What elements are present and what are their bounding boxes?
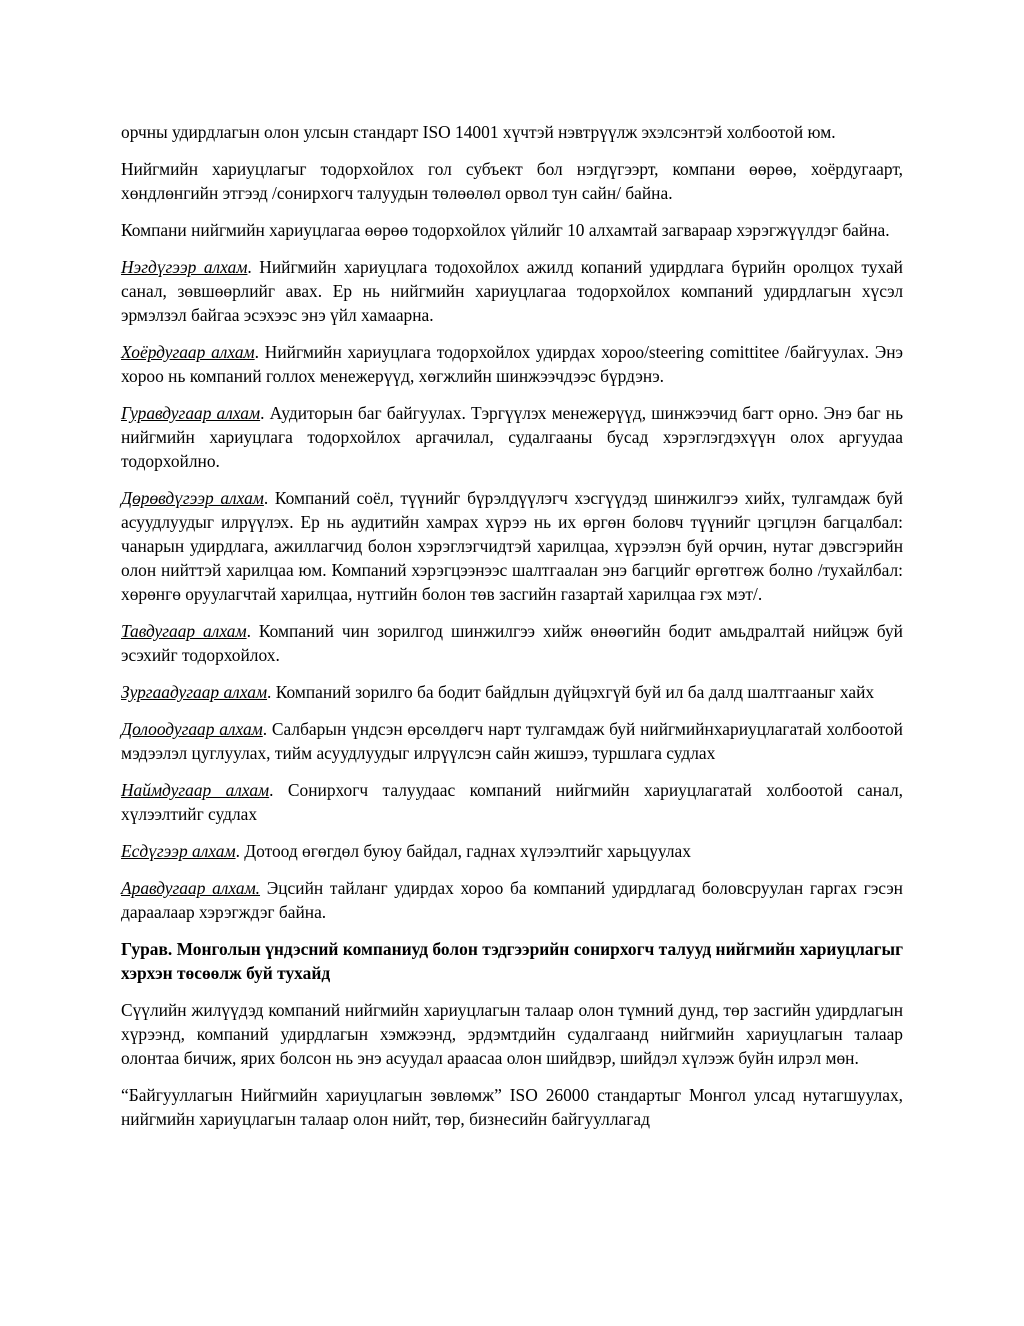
step-text: . Салбарын үндсэн өрсөлдөгч нарт тулгамдаж буй нийгмийнхариуцлагатай холбоотой мэдээлэл цуглуулах, тийм асуудлуудыг илрүүлсэн сайн жишээ, туршлага судлах <box>121 719 903 763</box>
step-10-paragraph <box>121 876 903 924</box>
step-text: . Аудиторын баг байгуулах. Тэргүүлэх менежерүүд, шинжээчид багт орно. Энэ баг нь нийгмийн хариуцлага тодорхойлох аргачилал, судалгааны бусад хэрэглэгдэхүүн олох аргуудаа тодорхойлно. <box>121 403 903 471</box>
paragraph-text: орчны удирдлагын олон улсын стандарт ISO 14001 хүчтэй нэвтрүүлж эхэлсэнтэй холбоотой юм. <box>121 122 836 142</box>
step-1-paragraph <box>121 255 903 327</box>
step-label: Дөрөвдүгээр алхам <box>121 488 264 508</box>
step-label: Нэгдүгээр алхам <box>121 257 248 277</box>
step-text: . Компаний чин зорилгод шинжилгээ хийж өнөөгийн бодит амьдралтай нийцэж буй эсэхийг тодорхойлох. <box>121 621 903 665</box>
step-label: Зургаадугаар алхам <box>121 682 268 702</box>
paragraph-intro-3 <box>121 218 903 242</box>
paragraph-section-2 <box>121 1083 903 1131</box>
step-text: . Компаний зорилго ба бодит байдлын дүйцэхгүй буй ил ба далд шалтгааныг хайх <box>267 682 875 702</box>
section-heading <box>121 937 903 985</box>
step-label: Есдүгээр алхам <box>121 841 236 861</box>
step-9-paragraph <box>121 839 903 863</box>
heading-text: Гурав. Монголын үндэсний компаниуд болон тэдгээрийн сонирхогч талууд нийгмийн хариуцлагыг хэрхэн төсөөлж буй тухайд <box>121 939 903 983</box>
step-label: Гуравдугаар алхам <box>121 403 261 423</box>
step-2-paragraph <box>121 340 903 388</box>
paragraph-text: Сүүлийн жилүүдэд компаний нийгмийн хариуцлагын талаар олон түмний дунд, төр засгийн удирдлагын хүрээнд, компаний удирдлагын хэмжээнд, эрдэмтдийн судалгаанд нийгмийн хариуцлагын талаар олонтаа бичиж, ярих болсон нь энэ асуудал араасаа олон шийдвэр, шийдэл хүлээж буйн илрэл мөн. <box>121 1000 903 1068</box>
document-body <box>121 120 903 1144</box>
step-3-paragraph <box>121 401 903 473</box>
step-8-paragraph <box>121 778 903 826</box>
step-text: . Дотоод өгөгдөл буюу байдал, гаднах хүлээлтийг харьцуулах <box>235 841 691 861</box>
step-text: . Сонирхогч талуудаас компаний нийгмийн хариуцлагатай холбоотой санал, хүлээлтийг судлах <box>121 780 903 824</box>
paragraph-intro-1 <box>121 120 903 144</box>
step-text: . Нийгмийн хариуцлага тодохойлох ажилд копаний удирдлага бүрийн оролцох тухай санал, зөвшөөрлийг авах. Ер нь нийгмийн хариуцлагаа тодорхойлох компаний удирдлагын хүсэл эрмэлзэл байгаа эсэхээс энэ үйл хамаарна. <box>121 257 903 325</box>
step-text: . Компаний соёл, түүнийг бүрэлдүүлэгч хэсгүүдэд шинжилгээ хийх, тулгамдаж буй асуудлуудыг илрүүлэх. Ер нь аудитийн хамрах хүрээ нь их өргөн боловч түүнийг цэгцлэн багцалбал: чанарын удирдлага, ажиллагчид болон хэрэглэгчидтэй харилцаа, хүрээлэн буй орчин, нутаг дэвсгэрийн олон нийттэй харилцаа юм. Компаний хэрэгцээнээс шалтгаалан энэ багцийг өргөтгөж болно /тухайлбал: хөрөнгө оруулагчтай харилцаа, нутгийн болон төв засгийн газартай харилцаа гэх мэт/. <box>121 488 903 604</box>
paragraph-text: Компани нийгмийн хариуцлагаа өөрөө тодорхойлох үйлийг 10 алхамтай загвараар хэрэгжүүлдэг байна. <box>121 220 890 240</box>
paragraph-intro-2 <box>121 157 903 205</box>
paragraph-text: Нийгмийн хариуцлагыг тодорхойлох гол субъект бол нэгдүгээрт, компани өөрөө, хоёрдугаарт, хөндлөнгийн этгээд /сонирхогч талуудын төлөөлөл орвол тун сайн/ байна. <box>121 159 903 203</box>
step-7-paragraph <box>121 717 903 765</box>
step-label: Хоёрдугаар алхам <box>121 342 255 362</box>
step-label: Долоодугаар алхам <box>121 719 263 739</box>
step-label: Аравдугаар алхам. <box>121 878 261 898</box>
step-4-paragraph <box>121 486 903 606</box>
step-text: . Нийгмийн хариуцлага тодорхойлох удирдах хороо/steering comittitee /байгуулах. Энэ хороо нь компаний голлох менежерүүд, хөгжлийн шинжээчдээс бүрдэнэ. <box>121 342 903 386</box>
step-text: Эцсийн тайланг удирдах хороо ба компаний удирдлагад боловсруулан гаргах гэсэн дараалаар хэрэгждэг байна. <box>121 878 903 922</box>
step-label: Тавдугаар алхам <box>121 621 247 641</box>
step-5-paragraph <box>121 619 903 667</box>
paragraph-section-1 <box>121 998 903 1070</box>
paragraph-text: “Байгууллагын Нийгмийн хариуцлагын зөвлөмж” ISO 26000 стандартыг Монгол улсад нутагшуулах, нийгмийн хариуцлагын талаар олон нийт, төр, бизнесийн байгууллагад <box>121 1085 903 1129</box>
step-6-paragraph <box>121 680 903 704</box>
step-label: Наймдугаар алхам <box>121 780 270 800</box>
